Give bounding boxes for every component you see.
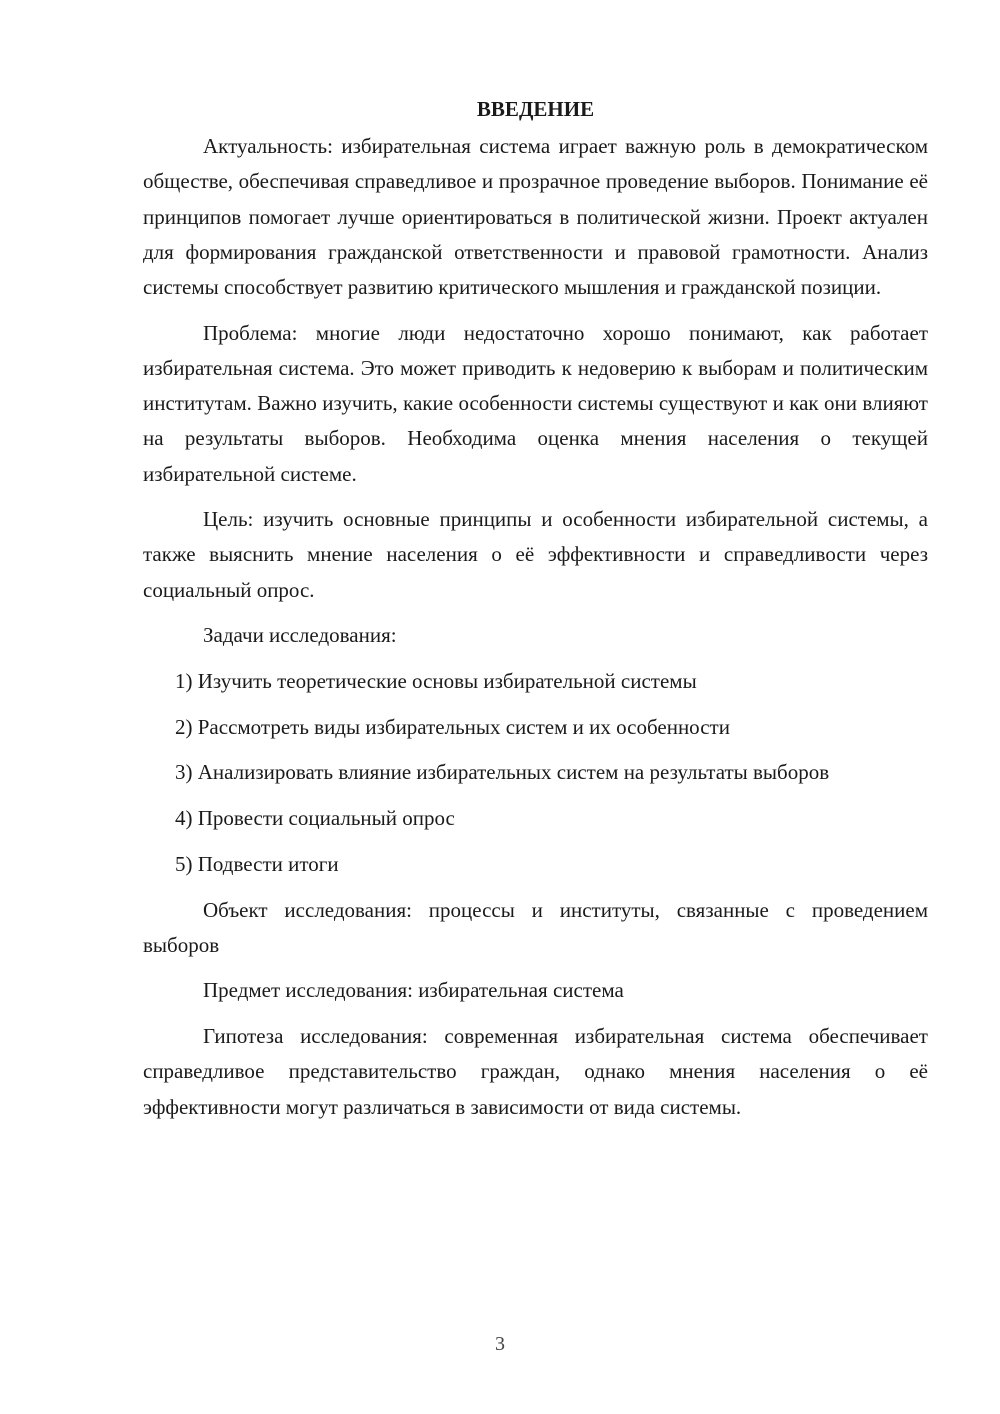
section-title: ВВЕДЕНИЕ — [476, 97, 595, 121]
task-item-1: 1) Изучить теоретические основы избирательной системы — [175, 669, 697, 694]
task-item-4: 4) Провести социальный опрос — [175, 806, 455, 831]
paragraph-object: Объект исследования: процессы и институты, связанные с проведением выборов — [143, 897, 928, 957]
task-item-3: 3) Анализировать влияние избирательных систем на результаты выборов — [175, 760, 830, 785]
paragraph-problem: Проблема: многие люди недостаточно хорошо понимают, как работает избирательная система. Это может приводить к недоверию к выборам и политическим институтам. Важно изучить, какие особенности системы существуют и как они влияют на результаты выборов. Необходима оценка мнения населения о текущей избирательной системе. — [143, 320, 928, 486]
paragraph-relevance: Актуальность: избирательная система играет важную роль в демократическом обществе, обеспечивая справедливое и прозрачное проведение выборов. Понимание её принципов помогает лучше ориентироваться в политической жизни. Проект актуален для формирования гражданской ответственности и правовой грамотности. Анализ системы способствует развитию критического мышления и гражданской позиции. — [143, 134, 928, 300]
paragraph-goal: Цель: изучить основные принципы и особенности избирательной системы, а также выяснить мнение населения о её эффективности и справедливости через социальный опрос. — [143, 507, 928, 602]
task-item-2: 2) Рассмотреть виды избирательных систем и их особенности — [175, 714, 730, 739]
paragraph-hypothesis: Гипотеза исследования: современная избирательная система обеспечивает справедливое представительство граждан, однако мнения населения о её эффективности могут различаться в зависимости от вида системы. — [143, 1024, 928, 1119]
tasks-heading: Задачи исследования: — [203, 623, 397, 648]
paragraph-subject: Предмет исследования: избирательная система — [203, 978, 624, 1003]
document-page — [143, 92, 928, 1135]
task-item-5: 5) Подвести итоги — [175, 851, 339, 876]
page-number: 3 — [495, 1333, 505, 1355]
